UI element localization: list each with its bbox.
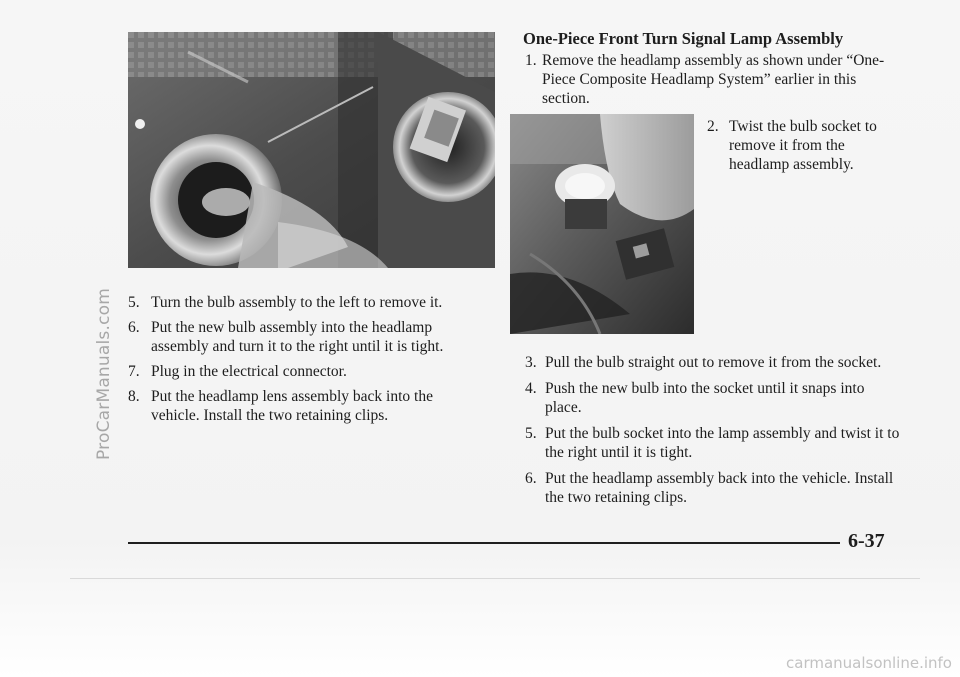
watermark-text: ProCarManuals.com <box>94 288 114 460</box>
step-number: 2. <box>707 118 719 135</box>
page-number: 6-37 <box>848 530 885 552</box>
page-edge-divider <box>70 578 920 579</box>
step-number: 7. <box>128 363 140 380</box>
step-1-list <box>525 51 895 108</box>
list-item <box>525 353 900 372</box>
step-number: 8. <box>128 388 140 405</box>
step-number: 5. <box>128 294 140 311</box>
section-title: One-Piece Front Turn Signal Lamp Assembly <box>523 29 844 48</box>
left-steps-list <box>128 293 468 431</box>
step-text: Push the new bulb into the socket until it snaps into place. <box>545 380 865 416</box>
step-text: Put the new bulb assembly into the headlamp assembly and turn it to the right until it is tight. <box>151 319 444 355</box>
step-text: Twist the bulb socket to remove it from the headlamp assembly. <box>729 118 877 173</box>
step-number: 6. <box>525 470 537 487</box>
list-item <box>525 424 900 462</box>
headlamp-bulb-illustration <box>128 32 495 268</box>
step-2-list <box>707 117 897 174</box>
step-text: Remove the headlamp assembly as shown under “One-Piece Composite Headlamp System” earlier in this section. <box>542 52 885 107</box>
step-number: 1. <box>525 52 537 69</box>
bulb-socket-illustration <box>510 114 694 334</box>
list-item <box>128 318 468 356</box>
step-text: Turn the bulb assembly to the left to remove it. <box>151 294 443 311</box>
footer-rule <box>128 542 840 544</box>
list-item <box>128 362 468 381</box>
headlamp-bulb-photo <box>128 32 495 268</box>
step-number: 4. <box>525 380 537 397</box>
bulb-socket-photo <box>510 114 694 334</box>
list-item <box>707 117 897 174</box>
step-text: Pull the bulb straight out to remove it from the socket. <box>545 354 882 371</box>
list-item <box>128 293 468 312</box>
list-item <box>525 469 900 507</box>
site-watermark: carmanualsonline.info <box>786 654 952 672</box>
step-number: 5. <box>525 425 537 442</box>
step-text: Put the bulb socket into the lamp assembly and twist it to the right until it is tight. <box>545 425 900 461</box>
step-number: 6. <box>128 319 140 336</box>
step-text: Plug in the electrical connector. <box>151 363 347 380</box>
list-item <box>525 379 900 417</box>
list-item <box>525 51 895 108</box>
step-number: 3. <box>525 354 537 371</box>
step-text: Put the headlamp lens assembly back into the vehicle. Install the two retaining clips. <box>151 388 433 424</box>
right-steps-list <box>525 353 900 514</box>
step-text: Put the headlamp assembly back into the vehicle. Install the two retaining clips. <box>545 470 894 506</box>
list-item <box>128 387 468 425</box>
